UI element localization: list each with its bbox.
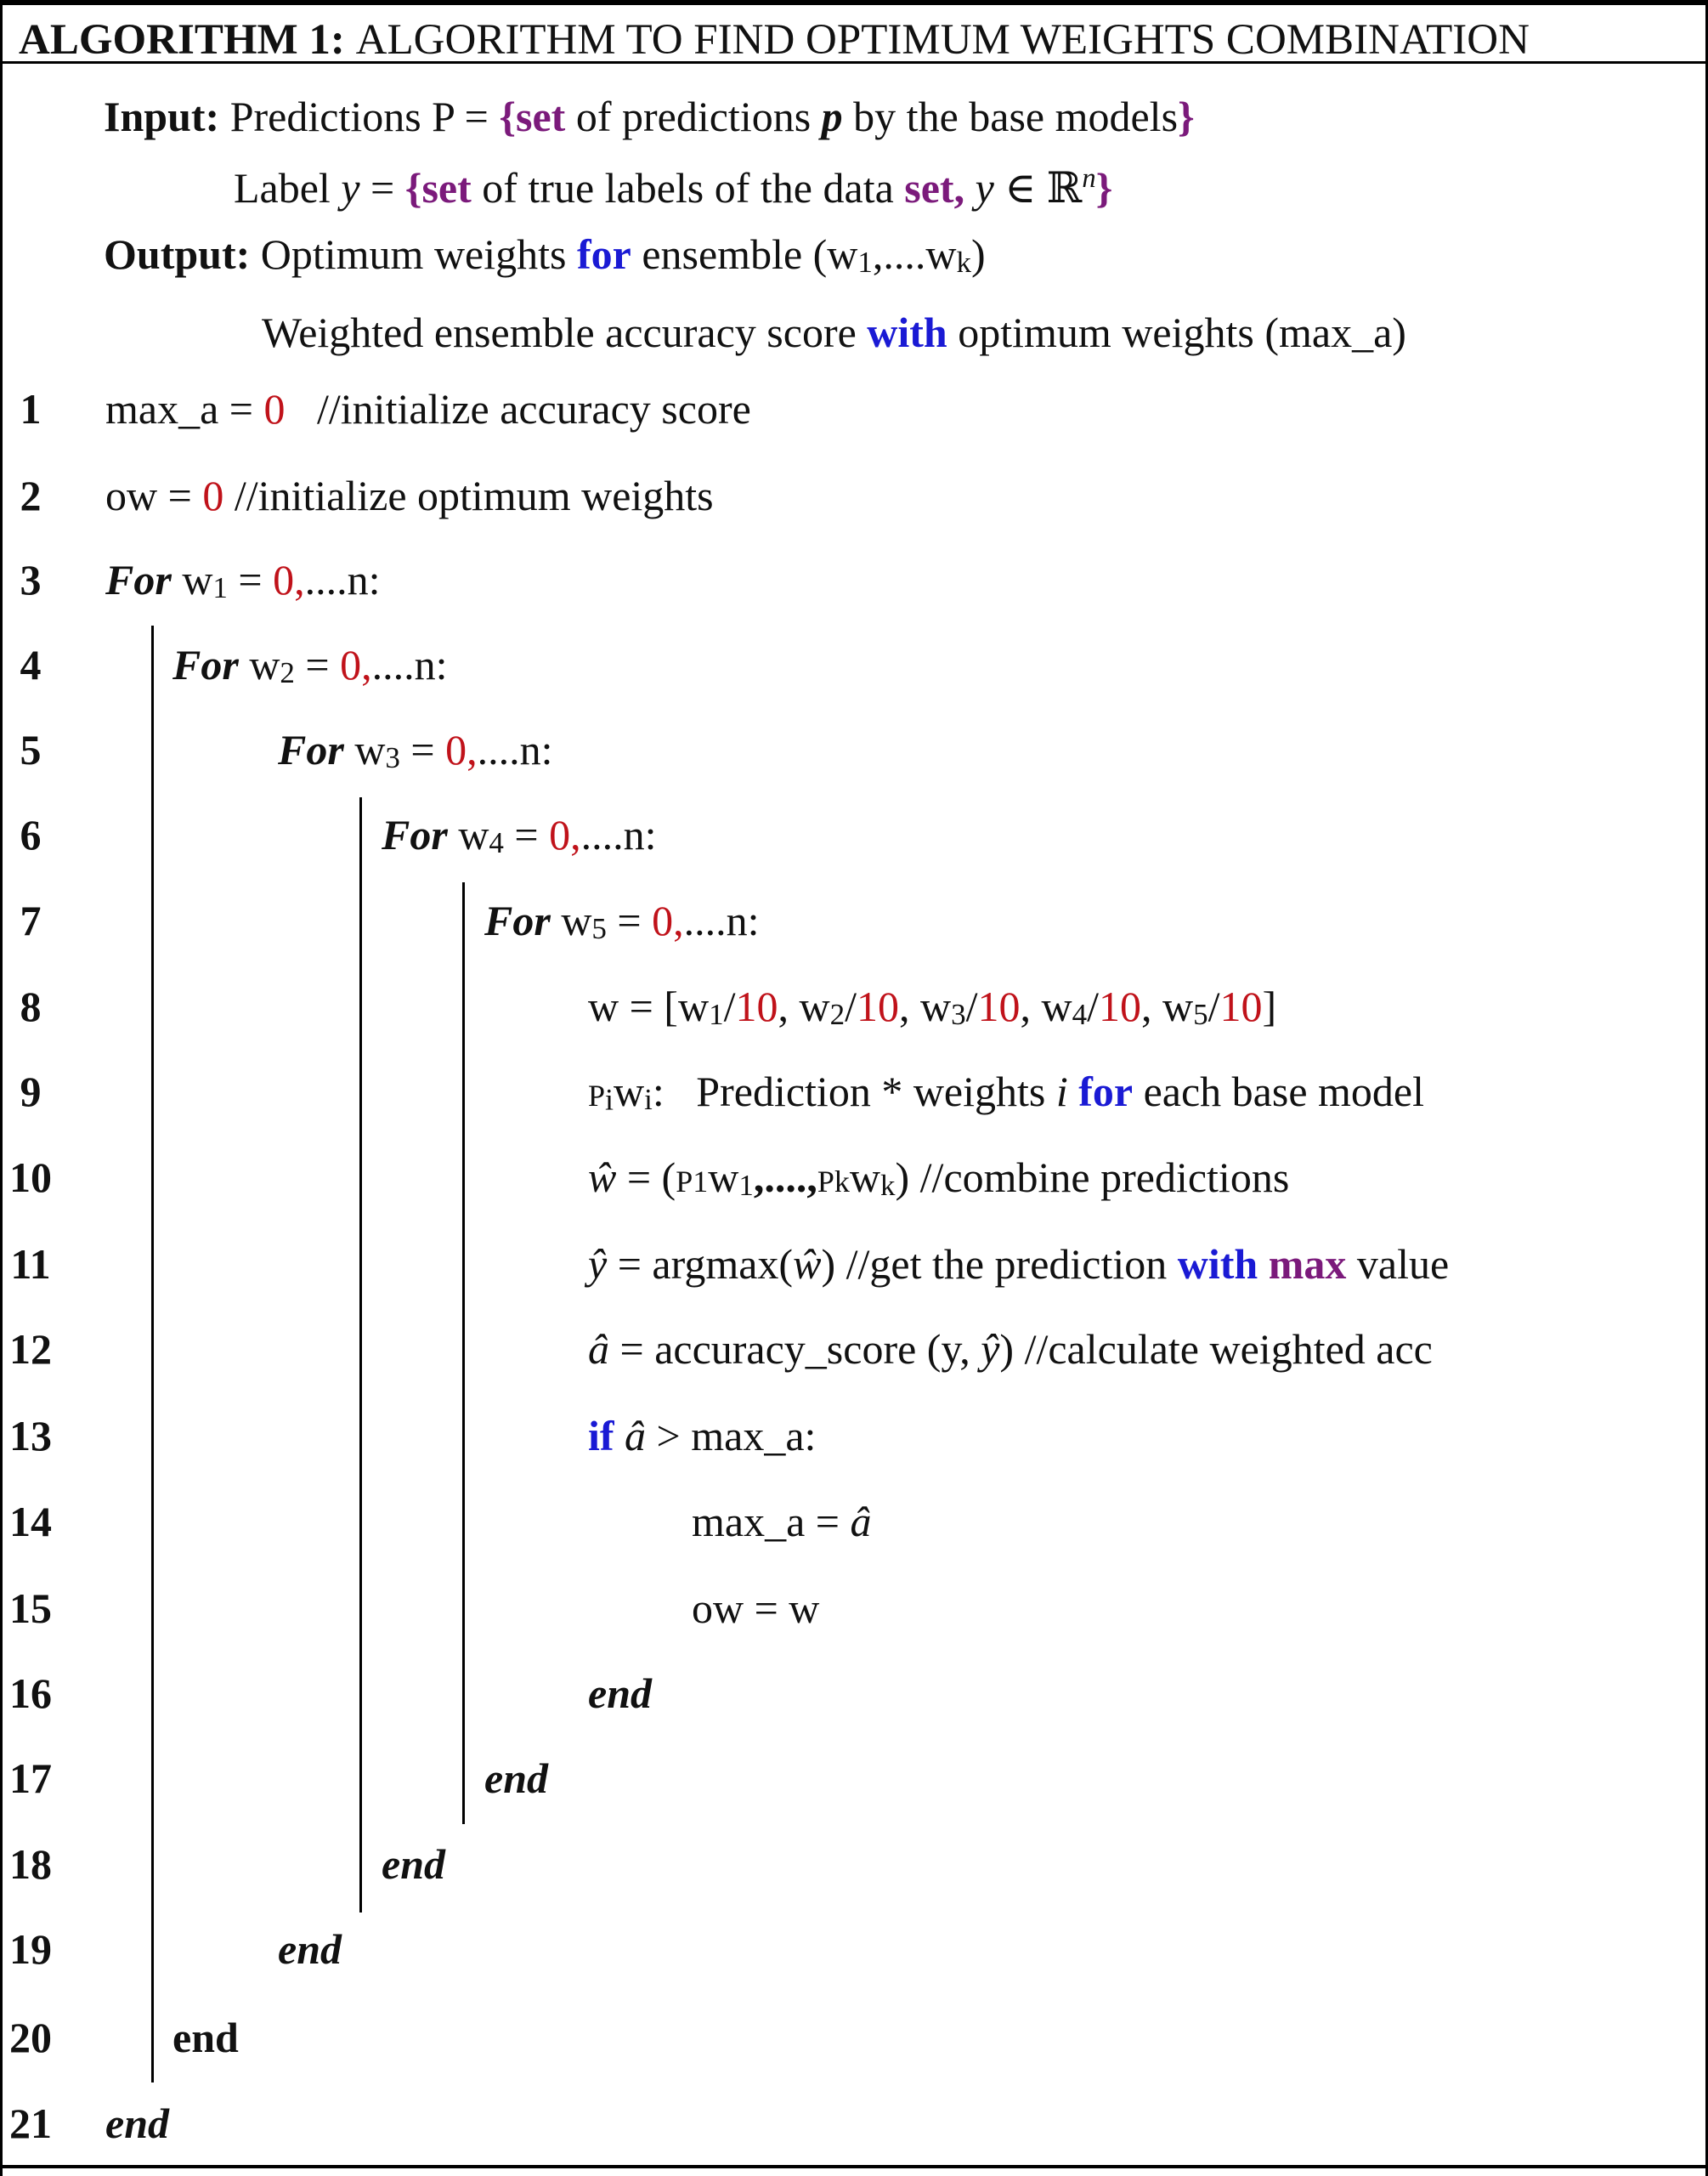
end-keyword: end bbox=[382, 1840, 445, 1888]
algorithm-title-text: ALGORITHM TO FIND OPTIMUM WEIGHTS COMBINATION bbox=[355, 16, 1530, 64]
end-keyword: end bbox=[484, 1754, 548, 1802]
eq: = bbox=[617, 897, 642, 944]
brace-open: { bbox=[499, 93, 517, 140]
comment: //combine predictions bbox=[919, 1153, 1290, 1201]
eq: = bbox=[238, 556, 263, 604]
code-text: max_a = bbox=[105, 385, 253, 433]
input-p: p bbox=[821, 93, 843, 140]
input-rest: by the base models bbox=[853, 93, 1179, 140]
literal-zero: 0 bbox=[202, 472, 224, 519]
code-line-4 bbox=[172, 643, 448, 688]
code-line-10: ŵ = $(P1w_1,....,Pkw_k)$ //combine predictions bbox=[588, 1153, 1290, 1203]
range-rest: ....n: bbox=[371, 641, 448, 688]
for-keyword: For bbox=[172, 641, 239, 688]
algorithm-title bbox=[19, 16, 1530, 64]
code-line-2 bbox=[105, 474, 714, 517]
eq: = bbox=[410, 726, 435, 774]
output-label: Output: bbox=[104, 230, 251, 278]
label-set2: set, bbox=[904, 163, 965, 212]
output-sub1: 1 bbox=[857, 246, 873, 280]
line-number: 19 bbox=[9, 1925, 52, 1973]
for-keyword: For bbox=[278, 726, 344, 774]
output-dots: ,....w bbox=[872, 230, 957, 278]
code-line-13: if â > max_a: bbox=[588, 1412, 817, 1459]
end-keyword: end bbox=[278, 1925, 342, 1973]
var: w bbox=[458, 811, 489, 858]
input-line bbox=[104, 95, 1195, 138]
label-set-keyword: set bbox=[421, 163, 472, 212]
code-text: ow = bbox=[105, 472, 192, 519]
brace-close: } bbox=[1178, 93, 1195, 140]
line-number: 21 bbox=[9, 2100, 52, 2147]
output2-text: Weighted ensemble accuracy score bbox=[262, 309, 857, 356]
line-number: 5 bbox=[20, 726, 42, 774]
range-rest: ....n: bbox=[683, 897, 760, 944]
output-close: ) bbox=[971, 230, 986, 278]
with-keyword: with bbox=[1177, 1240, 1258, 1288]
line-number: 9 bbox=[20, 1068, 42, 1115]
literal-zero: 0, bbox=[340, 641, 372, 688]
line9-text: Prediction * weights bbox=[696, 1068, 1046, 1115]
with-keyword: with bbox=[867, 309, 947, 356]
indent-guide bbox=[359, 797, 362, 1912]
input-of: of predictions bbox=[575, 93, 812, 140]
var-sub: 2 bbox=[280, 656, 295, 690]
label-sup: n bbox=[1082, 163, 1096, 194]
label-in: ∈ ℝ bbox=[1004, 163, 1083, 212]
input-label: Input: bbox=[104, 93, 220, 140]
code-line-14: max_a = â bbox=[692, 1498, 872, 1545]
line-number: 2 bbox=[20, 472, 42, 519]
code-line-7 bbox=[484, 899, 760, 944]
indent-guide bbox=[462, 882, 465, 1824]
label-rest: of true labels of the data bbox=[482, 163, 894, 212]
code-text: max_a = bbox=[692, 1498, 840, 1545]
output-subk: k bbox=[956, 246, 972, 280]
w-hat: ŵ bbox=[588, 1153, 617, 1201]
code-line-8: $w = [w_1/10$, $w_2/10$, $w_3/10$, $w_4/10$, $w_5/10$] bbox=[588, 983, 1277, 1032]
code-line-5 bbox=[278, 728, 553, 773]
code-text: ow = w bbox=[692, 1584, 820, 1632]
code-line-12: â = accuracy_score (y, ŷ) //calculate weighted acc bbox=[588, 1325, 1433, 1373]
range-rest: ....n: bbox=[477, 726, 553, 774]
line-number: 8 bbox=[20, 983, 42, 1030]
var: w bbox=[182, 556, 213, 604]
line-number: 11 bbox=[10, 1240, 51, 1288]
indent-guide bbox=[151, 626, 154, 2082]
line-number: 18 bbox=[9, 1840, 52, 1888]
line-number: 1 bbox=[20, 385, 42, 433]
literal-zero: 0, bbox=[652, 897, 684, 944]
for-keyword: For bbox=[382, 811, 448, 858]
top-rule bbox=[0, 0, 1708, 5]
line-number: 17 bbox=[9, 1754, 52, 1802]
code-line-15 bbox=[692, 1584, 820, 1632]
literal-zero: 0 bbox=[263, 385, 286, 433]
comment: //initialize optimum weights bbox=[234, 472, 714, 519]
line-number: 3 bbox=[20, 556, 42, 604]
code-line-11: ŷ = argmax(ŵ) //get the prediction with max value bbox=[588, 1240, 1450, 1288]
output-text: Optimum weights bbox=[260, 230, 567, 278]
code-line-9: $P_iw_i$: Prediction * weights i for each base model bbox=[588, 1068, 1425, 1117]
label-y: y bbox=[341, 163, 360, 212]
comment: //get the prediction bbox=[846, 1240, 1168, 1288]
end-keyword: end bbox=[105, 2100, 169, 2147]
max-keyword: max bbox=[1268, 1240, 1347, 1288]
var: w bbox=[249, 641, 280, 688]
eq: = bbox=[305, 641, 330, 688]
code-line-1 bbox=[105, 385, 751, 433]
var-sub: 3 bbox=[385, 741, 400, 775]
line-number: 12 bbox=[9, 1325, 52, 1373]
a-hat: â bbox=[588, 1325, 609, 1373]
y-hat: ŷ bbox=[588, 1240, 608, 1288]
weights-open: w = [w bbox=[588, 983, 710, 1030]
line-number: 6 bbox=[20, 811, 42, 858]
var: w bbox=[561, 897, 592, 944]
line-number: 13 bbox=[9, 1412, 52, 1459]
literal-zero: 0, bbox=[445, 726, 478, 774]
line-number: 15 bbox=[9, 1584, 52, 1632]
for-keyword: For bbox=[484, 897, 551, 944]
var-sub: 4 bbox=[489, 826, 504, 860]
line-number: 14 bbox=[9, 1498, 52, 1545]
range-rest: ....n: bbox=[304, 556, 381, 604]
eq: = bbox=[514, 811, 539, 858]
code-line-3 bbox=[105, 558, 381, 603]
output2-line bbox=[262, 311, 1406, 354]
label-y2: y bbox=[975, 163, 994, 212]
end-keyword: end bbox=[172, 2014, 239, 2061]
line-number: 7 bbox=[20, 897, 42, 944]
output2-rest: optimum weights (max_a) bbox=[958, 309, 1406, 356]
var: w bbox=[354, 726, 386, 774]
bottom-rule bbox=[0, 2165, 1708, 2168]
for-keyword: for bbox=[576, 230, 631, 278]
if-keyword: if bbox=[588, 1412, 614, 1459]
label-text: Label bbox=[234, 163, 331, 212]
line-number: 10 bbox=[9, 1153, 52, 1201]
output-line bbox=[104, 230, 986, 280]
pred-symbol: P bbox=[588, 1079, 606, 1113]
for-keyword: for bbox=[1078, 1068, 1134, 1115]
literal-zero: 0, bbox=[273, 556, 305, 604]
var-sub: 5 bbox=[591, 912, 607, 946]
var-sub: 1 bbox=[212, 571, 228, 605]
algorithm-number: ALGORITHM 1: bbox=[19, 16, 345, 64]
for-keyword: For bbox=[105, 556, 172, 604]
label-eq: = bbox=[370, 163, 395, 212]
range-rest: ....n: bbox=[580, 811, 657, 858]
line-number: 20 bbox=[9, 2014, 52, 2061]
line-number: 4 bbox=[20, 641, 42, 688]
set-keyword: set bbox=[516, 93, 566, 140]
line-number: 16 bbox=[9, 1669, 52, 1717]
literal-zero: 0, bbox=[549, 811, 581, 858]
label-line: Label y = {set of true labels of the data set, y ∈ ℝ$^n$} bbox=[234, 163, 1113, 212]
end-keyword: end bbox=[588, 1669, 652, 1717]
input-text: Predictions P = bbox=[229, 93, 489, 140]
comment: //initialize accuracy score bbox=[316, 385, 751, 433]
output-rest: ensemble (w bbox=[642, 230, 858, 278]
comment: //calculate weighted acc bbox=[1024, 1325, 1433, 1373]
code-line-6 bbox=[382, 813, 657, 858]
